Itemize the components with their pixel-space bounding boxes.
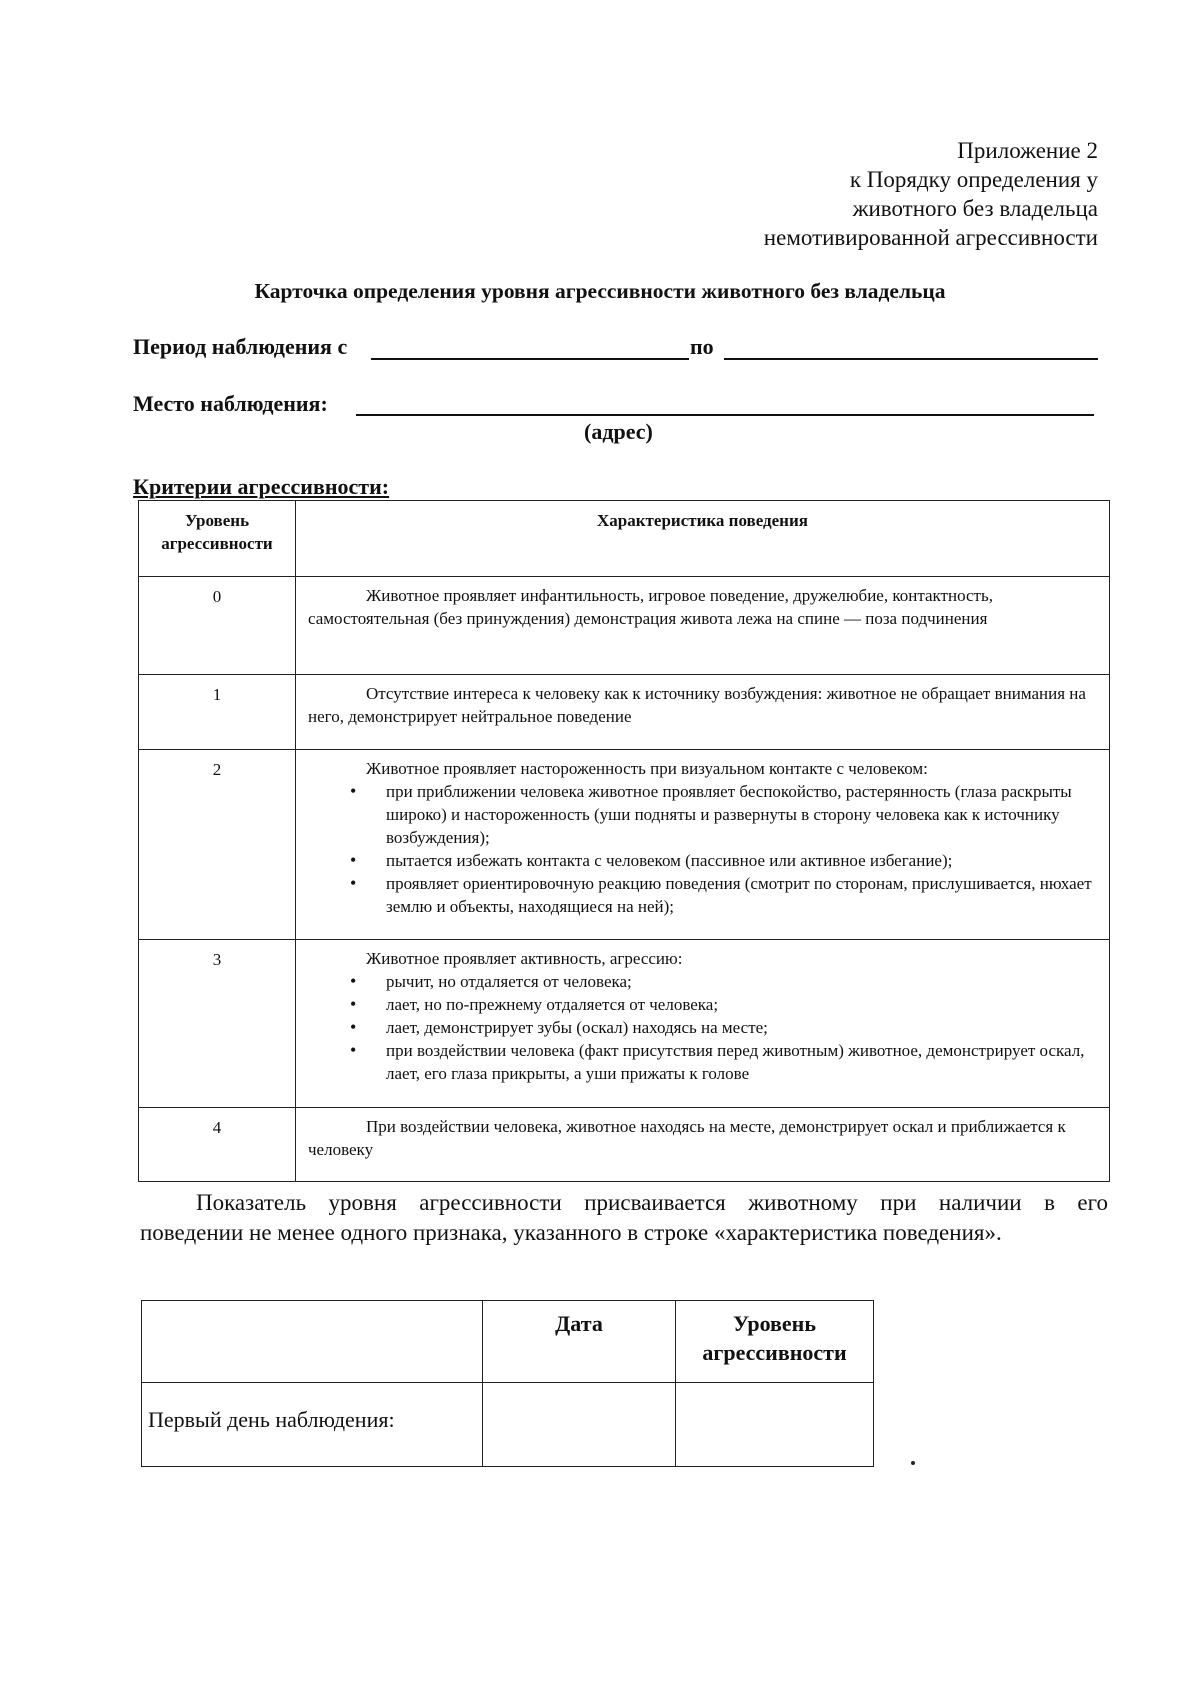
behavior-text: Животное проявляет активность, агрессию:	[366, 949, 683, 968]
place-label: Место наблюдения:	[133, 391, 328, 416]
column-header-level: Уровень агрессивности	[139, 501, 296, 577]
scan-dot	[911, 1461, 915, 1465]
criteria-heading: Критерии агрессивности:	[133, 474, 390, 499]
first-day-label: Первый день наблюдения:	[142, 1383, 483, 1467]
address-hint: (адрес)	[584, 419, 653, 444]
behavior-text: Животное проявляет инфантильность, игровое поведение, дружелюбие, контактность, самостоятельная (без принуждения) демонстрация живота лежа на спине — поза подчинения	[308, 586, 993, 628]
criteria-table	[138, 500, 1110, 1182]
level-cell: 3	[139, 940, 296, 1108]
note-line: поведении не менее одного признака, указанного в строке «характеристика поведения».	[140, 1220, 1002, 1245]
place-field[interactable]	[356, 414, 1094, 416]
period-label: Период наблюдения с	[133, 334, 348, 359]
list-item: • при приближении человека животное проявляет беспокойство, растерянность (глаза раскрыты широко) и настороженность (уши подняты и развернуты в сторону человека как к источнику возбуждения);	[386, 780, 1099, 849]
table-row	[139, 940, 1110, 1108]
date-cell[interactable]	[483, 1383, 676, 1467]
behavior-text: Животное проявляет настороженность при визуальном контакте с человеком:	[366, 759, 928, 778]
note-paragraph	[140, 1188, 1108, 1248]
behavior-cell	[296, 750, 1110, 940]
column-header-behavior: Характеристика поведения	[296, 501, 1110, 577]
list-item: • рычит, но отдаляется от человека;	[386, 970, 1099, 993]
table-row	[139, 1108, 1110, 1182]
list-item: • лает, демонстрирует зубы (оскал) находясь на месте;	[386, 1016, 1099, 1039]
appendix-line: Приложение 2	[957, 138, 1098, 163]
card-title: Карточка определения уровня агрессивности животного без владельца	[254, 279, 946, 303]
table-header-row	[142, 1301, 874, 1383]
column-header-blank	[142, 1301, 483, 1383]
column-header-aggression-level: Уровень агрессивности	[676, 1301, 874, 1383]
level-input-cell[interactable]	[676, 1383, 874, 1467]
appendix-line: к Порядку определения у	[849, 167, 1098, 192]
behavior-list	[308, 780, 1099, 918]
level-cell: 0	[139, 577, 296, 675]
table-row	[142, 1383, 874, 1467]
table-header-row	[139, 501, 1110, 577]
table-row	[139, 750, 1110, 940]
column-header-date: Дата	[483, 1301, 676, 1383]
observation-table	[141, 1300, 874, 1467]
table-row	[139, 675, 1110, 750]
behavior-cell	[296, 1108, 1110, 1182]
appendix-line: животного без владельца	[852, 196, 1098, 221]
level-cell: 1	[139, 675, 296, 750]
level-cell: 4	[139, 1108, 296, 1182]
list-item: • лает, но по-прежнему отдаляется от человека;	[386, 993, 1099, 1016]
level-cell: 2	[139, 750, 296, 940]
period-to-field[interactable]	[724, 358, 1098, 360]
period-from-field[interactable]	[371, 358, 689, 360]
behavior-text: Отсутствие интереса к человеку как к источнику возбуждения: животное не обращает внимания на него, демонстрирует нейтральное поведение	[308, 684, 1086, 726]
appendix-line: немотивированной агрессивности	[763, 225, 1098, 250]
behavior-list	[308, 970, 1099, 1085]
behavior-text: При воздействии человека, животное находясь на месте, демонстрирует оскал и приближается к человеку	[308, 1117, 1066, 1159]
appendix-header	[764, 136, 1098, 252]
behavior-cell	[296, 675, 1110, 750]
list-item: • проявляет ориентировочную реакцию поведения (смотрит по сторонам, прислушивается, нюхает землю и объекты, находящиеся на ней);	[386, 872, 1099, 918]
list-item: • при воздействии человека (факт присутствия перед животным) животное, демонстрирует оскал, лает, его глаза прикрыты, а уши прижаты к голове	[386, 1039, 1099, 1085]
behavior-cell	[296, 940, 1110, 1108]
table-row	[139, 577, 1110, 675]
note-line: Показатель уровня агрессивности присваивается животному при наличии в его	[196, 1190, 1108, 1215]
period-to-label: по	[690, 334, 714, 359]
behavior-cell	[296, 577, 1110, 675]
list-item: • пытается избежать контакта с человеком (пассивное или активное избегание);	[386, 849, 1099, 872]
